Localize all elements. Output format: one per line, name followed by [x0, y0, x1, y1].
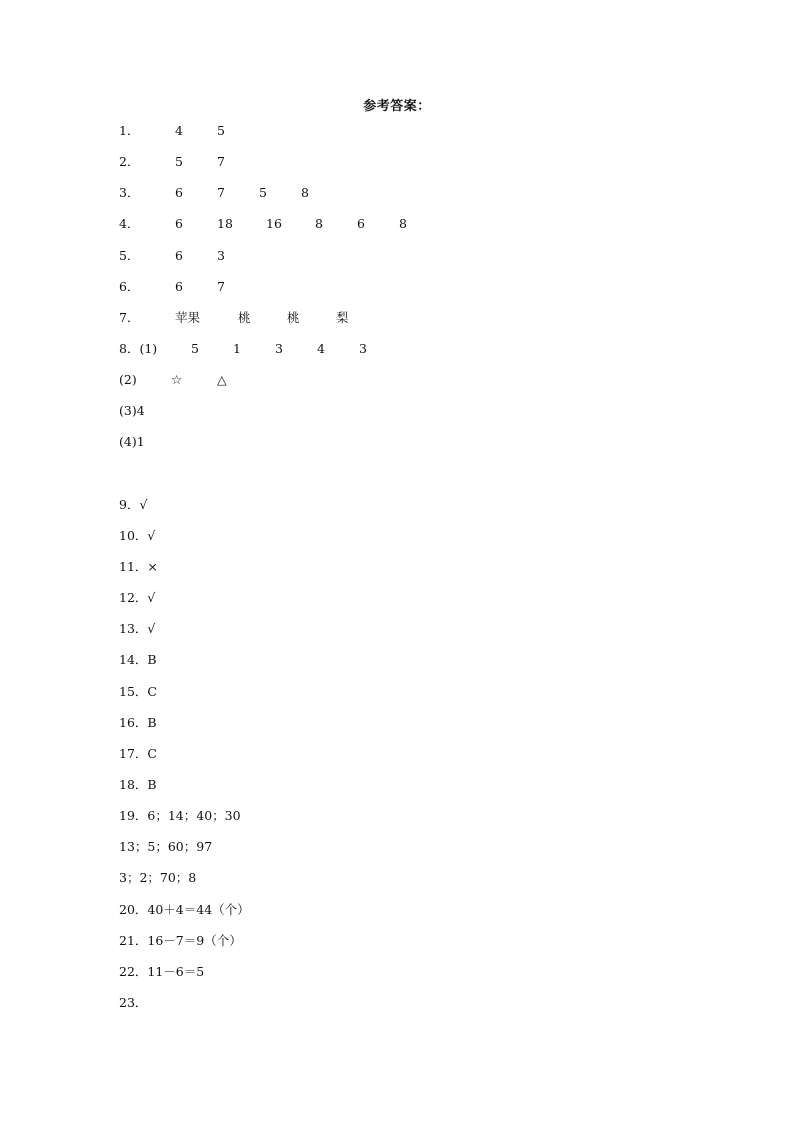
- answer-line-12: [119, 588, 739, 619]
- answer-value: 8: [315, 216, 323, 232]
- answer-label: 15．C: [119, 683, 157, 699]
- answer-label: 10．√: [119, 527, 156, 543]
- answer-value: 5: [175, 154, 183, 170]
- star-icon: ☆: [171, 372, 183, 388]
- answer-line-4: [119, 214, 739, 245]
- answer-value: 6: [175, 185, 183, 201]
- answer-line-8-1: [119, 339, 739, 370]
- page-title: 参考答案：: [363, 99, 431, 114]
- answer-value: 7: [217, 278, 225, 294]
- answer-value: 7: [217, 154, 225, 170]
- answer-line-18: [119, 775, 739, 806]
- answer-label: 20．40＋4＝44（个）: [119, 901, 250, 917]
- answer-line-9: [119, 495, 739, 526]
- answer-label: 13；5；60；97: [119, 839, 213, 855]
- answer-line-7: [119, 308, 739, 339]
- answer-value: 5: [259, 185, 267, 201]
- answer-value: 8: [399, 216, 407, 232]
- answer-value: 3: [359, 340, 367, 356]
- answer-line-11: [119, 557, 739, 588]
- answer-label: 1．: [119, 123, 140, 138]
- answer-value: 4: [175, 123, 183, 138]
- answer-line-17: [119, 744, 739, 775]
- answer-value: 5: [217, 123, 225, 138]
- answer-line-8-4: [119, 432, 739, 494]
- answer-line-19-b: [119, 837, 739, 868]
- answer-line-8-2: [119, 370, 739, 401]
- answer-value: 3: [275, 340, 283, 356]
- answer-label: 18．B: [119, 776, 157, 792]
- answer-value: 6: [175, 216, 183, 232]
- answer-label: (4)1: [119, 434, 145, 450]
- answer-label: (3)4: [119, 403, 145, 419]
- answer-value: 6: [175, 278, 183, 294]
- answer-line-13: [119, 619, 739, 650]
- answer-line-8-3: [119, 401, 739, 432]
- answer-label: 17．C: [119, 745, 157, 761]
- answer-label: 22．11－6＝5: [119, 963, 205, 979]
- answer-label: 3．: [119, 185, 140, 201]
- answer-label: 4．: [119, 216, 140, 232]
- answer-label: 23．: [119, 994, 148, 1010]
- answer-value: 8: [301, 185, 309, 201]
- answer-value: 4: [317, 340, 325, 356]
- answer-value: 梨: [336, 309, 349, 325]
- answer-line-21: [119, 931, 739, 962]
- answer-label: 14．B: [119, 652, 157, 668]
- answer-value: 5: [191, 340, 199, 356]
- answer-value: 桃: [287, 309, 300, 325]
- answer-label: 3；2；70；8: [119, 870, 197, 886]
- answer-label: 8．(1): [119, 340, 158, 356]
- answer-line-20: [119, 900, 739, 931]
- answer-label: 16．B: [119, 714, 157, 730]
- answer-label: (2): [119, 372, 137, 388]
- answer-label: 9．√: [119, 496, 148, 512]
- answer-line-14: [119, 650, 739, 681]
- answer-label: 7．: [119, 309, 140, 325]
- answer-label: 21．16－7＝9（个）: [119, 932, 242, 948]
- answer-value: 6: [175, 247, 183, 263]
- answer-line-1: [119, 121, 739, 152]
- answer-value: 苹果: [175, 309, 201, 325]
- answer-label: 13．√: [119, 621, 156, 637]
- answer-value: 3: [217, 247, 225, 263]
- answer-list: [119, 121, 739, 1024]
- answer-line-19-a: [119, 806, 739, 837]
- answer-value: 6: [357, 216, 365, 232]
- answer-line-3: [119, 183, 739, 214]
- answer-label: 11．×: [119, 558, 158, 574]
- answer-label: 12．√: [119, 590, 156, 606]
- answer-line-5: [119, 246, 739, 277]
- answer-line-16: [119, 713, 739, 744]
- answer-value: 1: [233, 340, 241, 356]
- answer-value: 16: [266, 216, 282, 232]
- answer-line-23: [119, 993, 739, 1024]
- answer-value: 桃: [238, 309, 251, 325]
- answer-label: 6．: [119, 278, 140, 294]
- answer-value: 7: [217, 185, 225, 201]
- answer-line-19-c: [119, 868, 739, 899]
- answer-line-10: [119, 526, 739, 557]
- answer-value: 18: [217, 216, 233, 232]
- answer-label: 5．: [119, 247, 140, 263]
- triangle-icon: △: [217, 372, 227, 388]
- answer-line-15: [119, 682, 739, 713]
- answer-line-22: [119, 962, 739, 993]
- answer-label: 2．: [119, 154, 140, 170]
- answer-line-6: [119, 277, 739, 308]
- answer-line-2: [119, 152, 739, 183]
- answer-label: 19．6；14；40；30: [119, 808, 241, 824]
